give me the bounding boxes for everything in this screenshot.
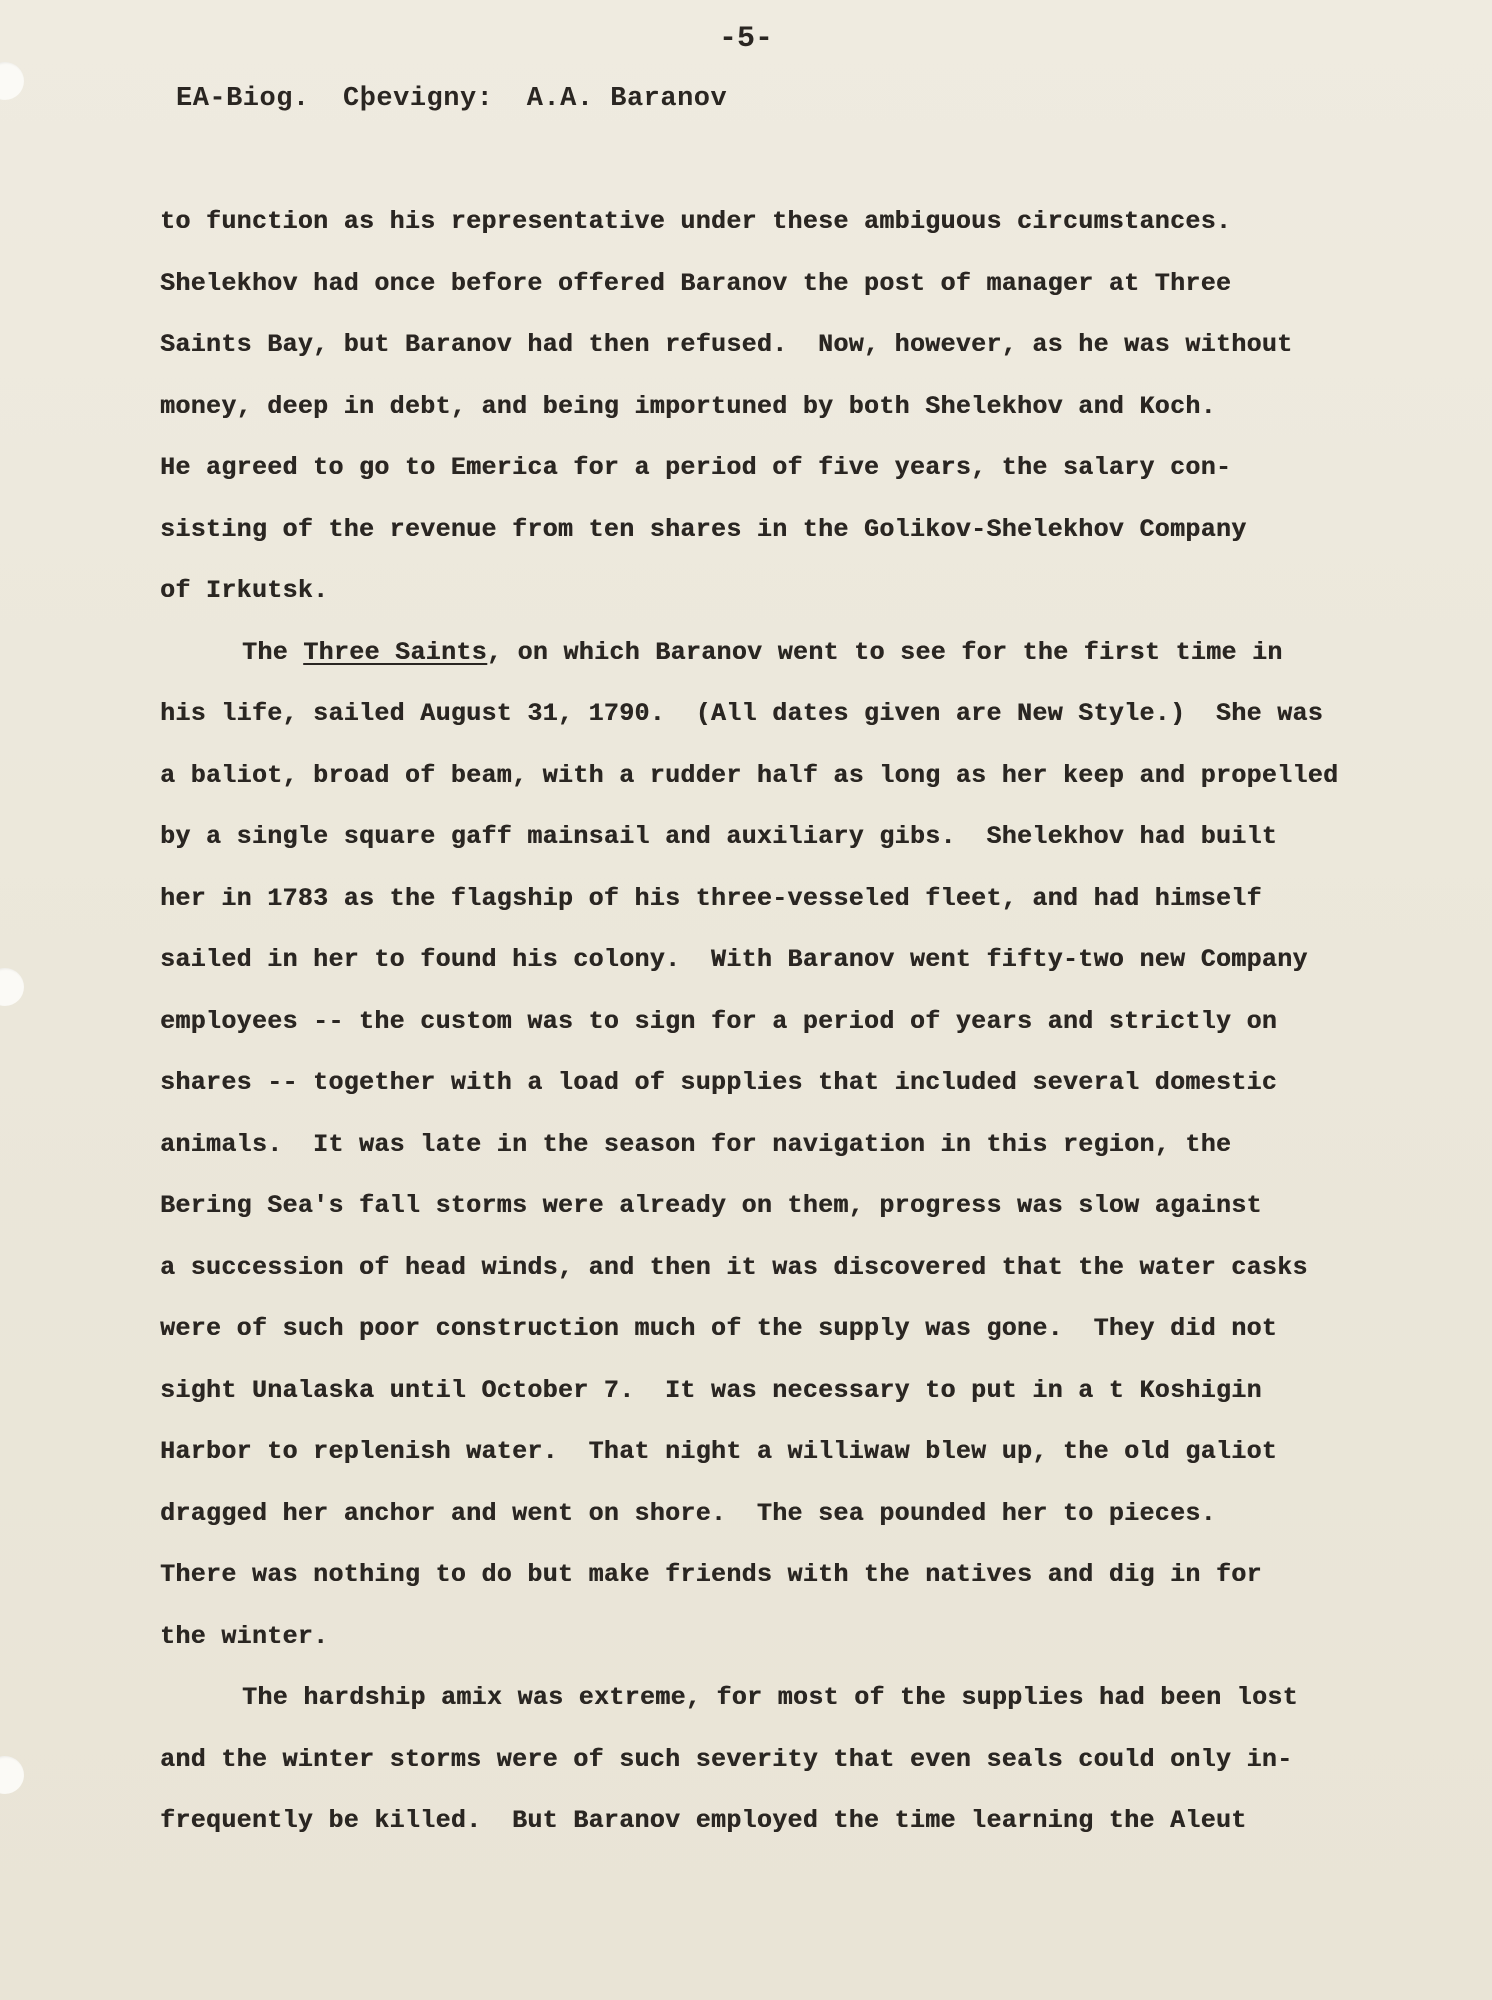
running-head: EA-Biog. Cþevigny: A.A. Baranov: [176, 84, 728, 114]
body-text: [160, 202, 1360, 1863]
text-line: and the winter storms were of such severity that even seals could only in-: [160, 1744, 1293, 1774]
punch-hole: [0, 968, 24, 1006]
text-line: Shelekhov had once before offered Baranov the post of manager at Three: [160, 268, 1232, 298]
text-line: dragged her anchor and went on shore. The sea pounded her to pieces.: [160, 1498, 1216, 1528]
text-line: He agreed to go to Emerica for a period of five years, the salary con-: [160, 453, 1232, 482]
text-line: There was nothing to do but make friends with the natives and dig in for: [160, 1560, 1262, 1589]
text-line: her in 1783 as the flagship of his three-vesseled fleet, and had himself: [160, 883, 1262, 913]
paragraph: [160, 633, 1360, 1679]
text-line: Harbor to replenish water. That night a williwaw blew up, the old galiot: [160, 1437, 1278, 1466]
text-line: to function as his representative under these ambiguous circumstances.: [160, 207, 1232, 236]
text-line: shares -- together with a load of supplies that included several domestic: [160, 1068, 1278, 1097]
ship-name: Three Saints: [303, 637, 487, 667]
text-line: a succession of head winds, and then it was discovered that the water casks: [160, 1252, 1308, 1282]
text-line: animals. It was late in the season for navigation in this region, the: [160, 1129, 1232, 1159]
text-line: sailed in her to found his colony. With Baranov went fifty-two new Company: [160, 945, 1308, 974]
text-line: money, deep in debt, and being importuned by both Shelekhov and Koch.: [160, 391, 1216, 421]
text-line: Bering Sea's fall storms were already on them, progress was slow against: [160, 1191, 1262, 1220]
paragraph: [160, 202, 1360, 633]
text-line: of Irkutsk.: [160, 576, 329, 605]
text-line: sight Unalaska until October 7. It was necessary to put in a t Koshigin: [160, 1375, 1262, 1405]
text-line: The hardship amix was extreme, for most of the supplies had been lost: [242, 1683, 1298, 1712]
text-line: were of such poor construction much of the supply was gone. They did not: [160, 1314, 1278, 1343]
text-line: a baliot, broad of beam, with a rudder half as long as her keep and propelled: [160, 760, 1339, 790]
text-line: The Three Saints, on which Baranov went to see for the first time in: [242, 637, 1283, 667]
text-line: the winter.: [160, 1621, 329, 1651]
page-number: -5-: [718, 22, 773, 56]
punch-hole: [0, 62, 24, 100]
text-line: frequently be killed. But Baranov employed the time learning the Aleut: [160, 1806, 1247, 1835]
text-line: Saints Bay, but Baranov had then refused. Now, however, as he was without: [160, 330, 1293, 359]
text-line: employees -- the custom was to sign for a period of years and strictly on: [160, 1006, 1278, 1036]
punch-hole: [0, 1756, 24, 1794]
text-line: by a single square gaff mainsail and auxiliary gibs. Shelekhov had built: [160, 822, 1278, 851]
text-line: his life, sailed August 31, 1790. (All dates given are New Style.) She was: [160, 699, 1323, 728]
text-line: sisting of the revenue from ten shares in the Golikov-Shelekhov Company: [160, 514, 1247, 544]
paragraph: [160, 1678, 1360, 1863]
